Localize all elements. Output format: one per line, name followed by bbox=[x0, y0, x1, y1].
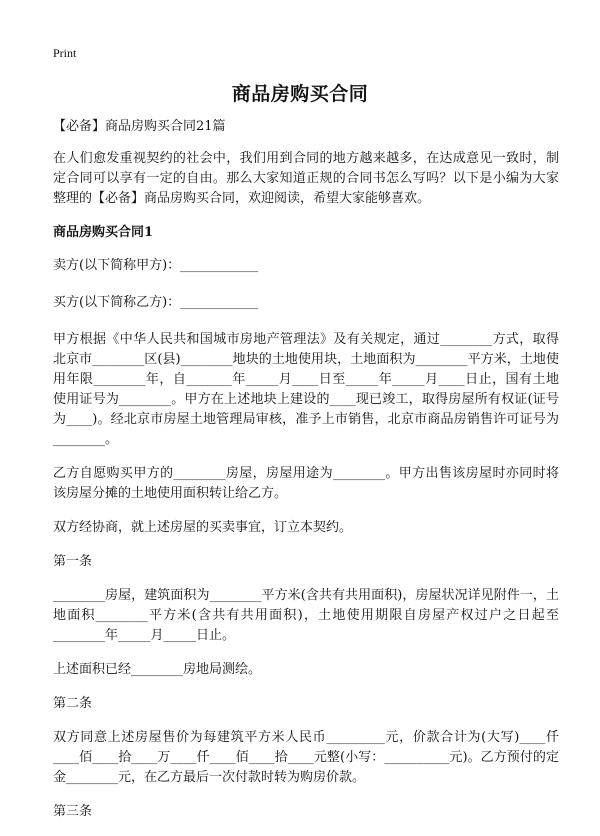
contract-paragraph-1: 甲方根据《中华人民共和国城市房地产管理法》及有关规定，通过________方式，取得北京市________区(县)________地块的土地使用块，土地面积为________平方米，土地使用年限________年，自_______年_____月____日至_____年_____月____日止，国有土地使用证号为________。甲方在上述地块上建设的____现已竣工，取得房屋所有权证(证号为____)。经北京市房屋土地管理局审核，准予上市销售，北京市商品房销售许可证号为________。 bbox=[53, 332, 559, 447]
article-1-title: 第一条 bbox=[53, 554, 93, 569]
buyer-line: 买方(以下简称乙方)：____________ bbox=[53, 295, 259, 310]
contract-paragraph-2: 乙方自愿购买甲方的________房屋，房屋用途为________。甲方出售该房屋时亦同时将该房屋分摊的土地使用面积转让给乙方。 bbox=[53, 466, 559, 501]
article-2-body: 双方同意上述房屋售价为每建筑平方米人民币_________元，价款合计为(大写)____仟____佰____拾____万____仟____佰____拾____元整(小写：__________元)。乙方预付的定金________元，在乙方最后一次付款时转为购房价款。 bbox=[53, 730, 559, 785]
section-heading: 商品房购买合同1 bbox=[53, 225, 154, 240]
measurement-line: 上述面积已经________房地局测绘。 bbox=[53, 662, 262, 677]
article-3-title: 第三条 bbox=[53, 804, 93, 819]
article-1-body: ________房屋，建筑面积为________平方米(含共有共用面积)，房屋状况详见附件一，土地面积________平方米(含共有共用面积)，土地使用期限自房屋产权过户之日起至________年_____月_____日止。 bbox=[53, 588, 559, 643]
intro-paragraph: 在人们愈发重视契约的社会中，我们用到合同的地方越来越多，在达成意见一致时，制定合同可以享有一定的自由。那么大家知道正规的合同书怎么写吗？以下是小编为大家整理的【必备】商品房购买合同，欢迎阅读，希望大家能够喜欢。 bbox=[53, 151, 559, 206]
document-title: 商品房购买合同 bbox=[231, 83, 369, 105]
print-link[interactable]: Print bbox=[53, 46, 77, 60]
document-subtitle: 【必备】商品房购买合同21篇 bbox=[53, 119, 226, 134]
contract-paragraph-3: 双方经协商，就上述房屋的买卖事宜，订立本契约。 bbox=[53, 520, 353, 535]
document-body bbox=[53, 117, 559, 836]
article-2-title: 第二条 bbox=[53, 696, 93, 711]
seller-line: 卖方(以下简称甲方)：____________ bbox=[53, 258, 259, 273]
